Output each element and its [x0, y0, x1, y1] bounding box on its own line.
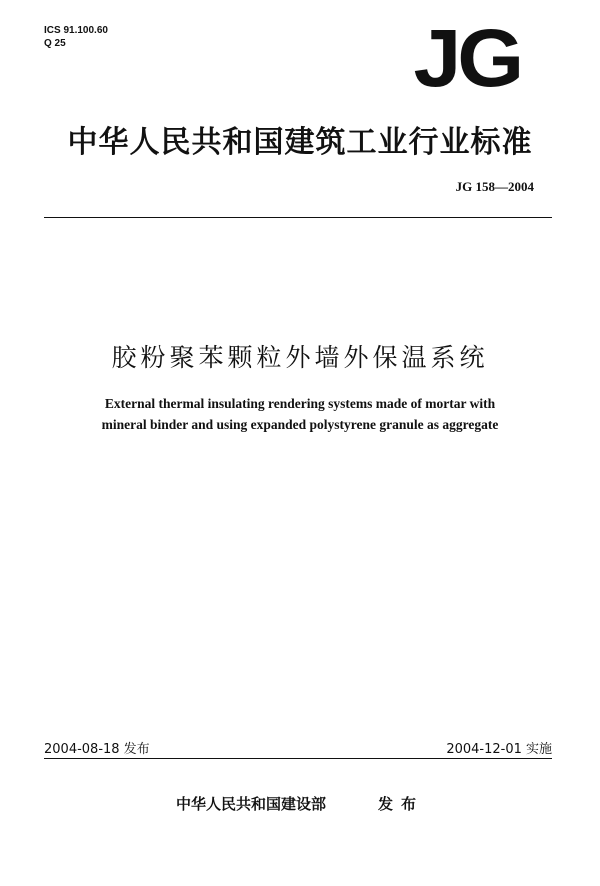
publish-action: 发布: [378, 795, 425, 813]
bottom-divider: [44, 758, 552, 759]
issue-date: 2004-08-18 发布: [44, 742, 150, 757]
ics-code: ICS 91.100.60: [44, 25, 108, 36]
english-title-line-1: External thermal insulating rendering systems made of mortar with: [104, 396, 496, 411]
classification-codes: [44, 24, 108, 50]
implementation-date: 2004-12-01 实施: [446, 742, 552, 757]
document-title-english: [50, 393, 550, 435]
standard-number: JG 158—2004: [455, 179, 534, 194]
document-title-chinese: 胶粉聚苯颗粒外墙外保温系统: [111, 343, 489, 372]
authority-title: 中华人民共和国建筑工业行业标准: [67, 125, 533, 160]
publisher-name: 中华人民共和国建设部: [176, 795, 327, 813]
jg-logo: JG: [413, 13, 520, 104]
ccs-code: Q 25: [44, 38, 66, 49]
english-title-line-2: mineral binder and using expanded polystyrene granule as aggregate: [101, 417, 499, 432]
top-divider: [44, 217, 552, 218]
